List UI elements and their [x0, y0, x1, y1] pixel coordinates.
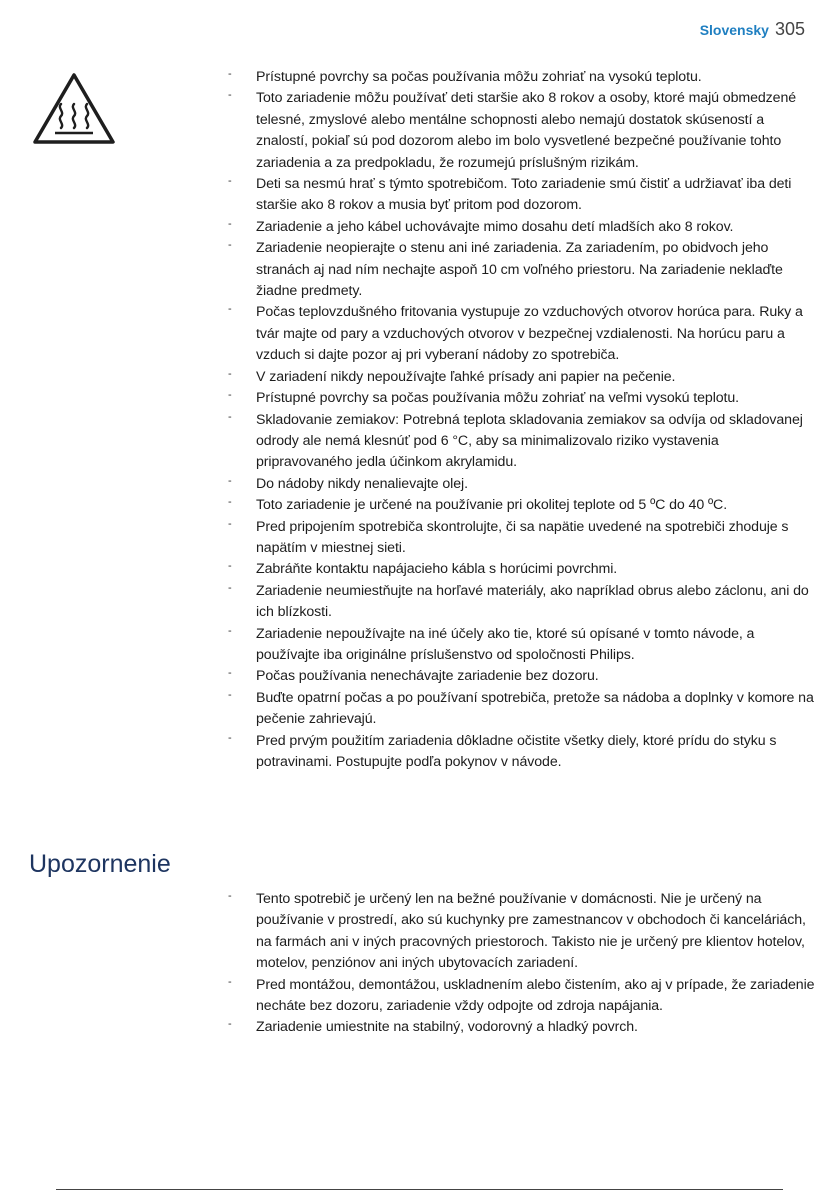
bullet-dash: -	[228, 975, 232, 988]
list-item-text: V zariadení nikdy nepoužívajte ľahké prísady ani papier na pečenie.	[256, 368, 676, 385]
list-item-text: Počas používania nenechávajte zariadenie bez dozoru.	[256, 668, 599, 685]
bullet-dash: -	[228, 89, 232, 102]
list-item-text: Pred montážou, demontážou, uskladnením alebo čistením, ako aj v prípade, že zariadenie necháte bez dozoru, zariadenie vždy odpojte od zdroja napájania.	[256, 976, 815, 1015]
warning-list	[228, 67, 818, 773]
list-item	[228, 238, 818, 302]
bullet-dash: -	[228, 175, 232, 188]
list-item-text: Zariadenie nepoužívajte na iné účely ako tie, ktoré sú opísané v tomto návode, a používajte iba originálne príslušenstvo od spoločnosti Philips.	[256, 625, 755, 663]
list-item	[228, 731, 818, 774]
hot-surface-warning-icon	[31, 71, 117, 146]
bullet-dash: -	[228, 303, 232, 316]
list-item-text: Pred pripojením spotrebiča skontrolujte, či sa napätie uvedené na spotrebiči zhoduje s napätím v miestnej sieti.	[256, 518, 789, 556]
bullet-dash: -	[228, 581, 232, 594]
list-item-text: Toto zariadenie je určené na používanie pri okolitej teplote od 5 ºC do 40 ºC.	[256, 497, 728, 514]
list-item	[228, 302, 818, 366]
bullet-dash: -	[228, 367, 232, 380]
bullet-dash: -	[228, 217, 232, 230]
bullet-dash: -	[228, 517, 232, 530]
list-item	[228, 889, 818, 975]
list-item	[228, 624, 818, 667]
list-item-text: Zariadenie umiestnite na stabilný, vodorovný a hladký povrch.	[256, 1019, 638, 1036]
list-item-text: Zabráňte kontaktu napájacieho kábla s horúcimi povrchmi.	[256, 561, 618, 578]
list-item-text: Zariadenie neopierajte o stenu ani iné zariadenia. Za zariadením, po obidvoch jeho stranách aj nad ním nechajte aspoň 10 cm voľného priestoru. Na zariadenie neklaďte žiadne predmety.	[256, 240, 783, 300]
list-item-text: Prístupné povrchy sa počas používania môžu zohriať na vysokú teplotu.	[256, 69, 702, 85]
list-item-text: Zariadenie a jeho kábel uchovávajte mimo dosahu detí mladších ako 8 rokov.	[256, 218, 734, 235]
bullet-dash: -	[228, 1018, 232, 1031]
bullet-dash: -	[228, 410, 232, 423]
list-item	[228, 581, 818, 624]
list-item	[228, 495, 818, 516]
list-item	[228, 217, 818, 238]
bullet-dash: -	[228, 239, 232, 252]
bullet-dash: -	[228, 474, 232, 487]
section-title-caution: Upozornenie	[29, 850, 171, 878]
page-header	[700, 19, 805, 40]
list-item-text: Toto zariadenie môžu používať deti staršie ako 8 rokov a osoby, ktoré majú obmedzené telesné, zmyslové alebo mentálne schopnosti alebo nemajú dostatok skúseností a znalostí, pokiaľ sú pod dozorom alebo im bolo vysvetlené bezpečné používanie tohto zariadenia a za predpokladu, že rozumejú príslušným rizikám.	[256, 90, 797, 171]
bullet-dash: -	[228, 389, 232, 402]
list-item	[228, 410, 818, 474]
list-item-text: Prístupné povrchy sa počas používania môžu zohriať na veľmi vysokú teplotu.	[256, 390, 740, 407]
bullet-dash: -	[228, 624, 232, 637]
list-item-text: Tento spotrebič je určený len na bežné používanie v domácnosti. Nie je určený na používanie v prostredí, ako sú kuchynky pre zamestnancov v obchodoch či kanceláriách, na farmách ani v iných pracovných priestoroch. Takisto nie je určený pre klientov hotelov, motelov, penziónov ani iných ubytovacích zariadení.	[256, 891, 806, 972]
bullet-dash: -	[228, 496, 232, 509]
bullet-dash: -	[228, 68, 232, 80]
list-item-text: Počas teplovzdušného fritovania vystupuje zo vzduchových otvorov horúca para. Ruky a tvár majte od pary a vzduchových otvorov v bezpečnej vzdialenosti. Na horúcu paru a vzduch si dajte pozor aj pri vyberaní nádoby zo spotrebiča.	[256, 304, 803, 364]
bullet-dash: -	[228, 688, 232, 701]
list-item	[228, 559, 818, 580]
list-item-text: Deti sa nesmú hrať s týmto spotrebičom. Toto zariadenie smú čistiť a udržiavať iba deti staršie ako 8 rokov a musia byť pritom pod dozorom.	[256, 176, 792, 214]
list-item	[228, 388, 818, 409]
list-item-text: Buďte opatrní počas a po používaní spotrebiča, pretože sa nádoba a doplnky v komore na pečenie zahrievajú.	[256, 689, 814, 728]
caution-list	[228, 889, 818, 1039]
list-item	[228, 666, 818, 687]
list-item-text: Pred prvým použitím zariadenia dôkladne očistite všetky diely, ktoré prídu do styku s potravinami. Postupujte podľa pokynov v návode.	[256, 732, 777, 770]
list-item	[228, 367, 818, 388]
list-item-text: Skladovanie zemiakov: Potrebná teplota skladovania zemiakov sa odvíja od skladovanej odrody ale nemá klesnúť pod 6 °C, aby sa minimalizovalo riziko vystavenia pripravovaného jedla účinkom akrylamidu.	[256, 411, 803, 471]
bullet-dash: -	[228, 731, 232, 744]
list-item-text: Do nádoby nikdy nenalievajte olej.	[256, 475, 468, 492]
list-item-text: Zariadenie neumiestňujte na horľavé materiály, ako napríklad obrus alebo záclonu, ani do ich blízkosti.	[256, 582, 809, 621]
bullet-dash: -	[228, 667, 232, 680]
language-label: Slovensky	[699, 22, 769, 38]
list-item	[228, 67, 818, 88]
list-item	[228, 474, 818, 495]
list-item	[228, 1017, 818, 1038]
list-item	[228, 975, 818, 1018]
bullet-dash: -	[228, 560, 232, 573]
page-number: 305	[774, 19, 805, 39]
bullet-dash: -	[228, 890, 232, 902]
list-item	[228, 688, 818, 731]
footer-divider	[56, 1189, 783, 1190]
list-item	[228, 88, 818, 174]
list-item	[228, 174, 818, 217]
list-item	[228, 517, 818, 560]
